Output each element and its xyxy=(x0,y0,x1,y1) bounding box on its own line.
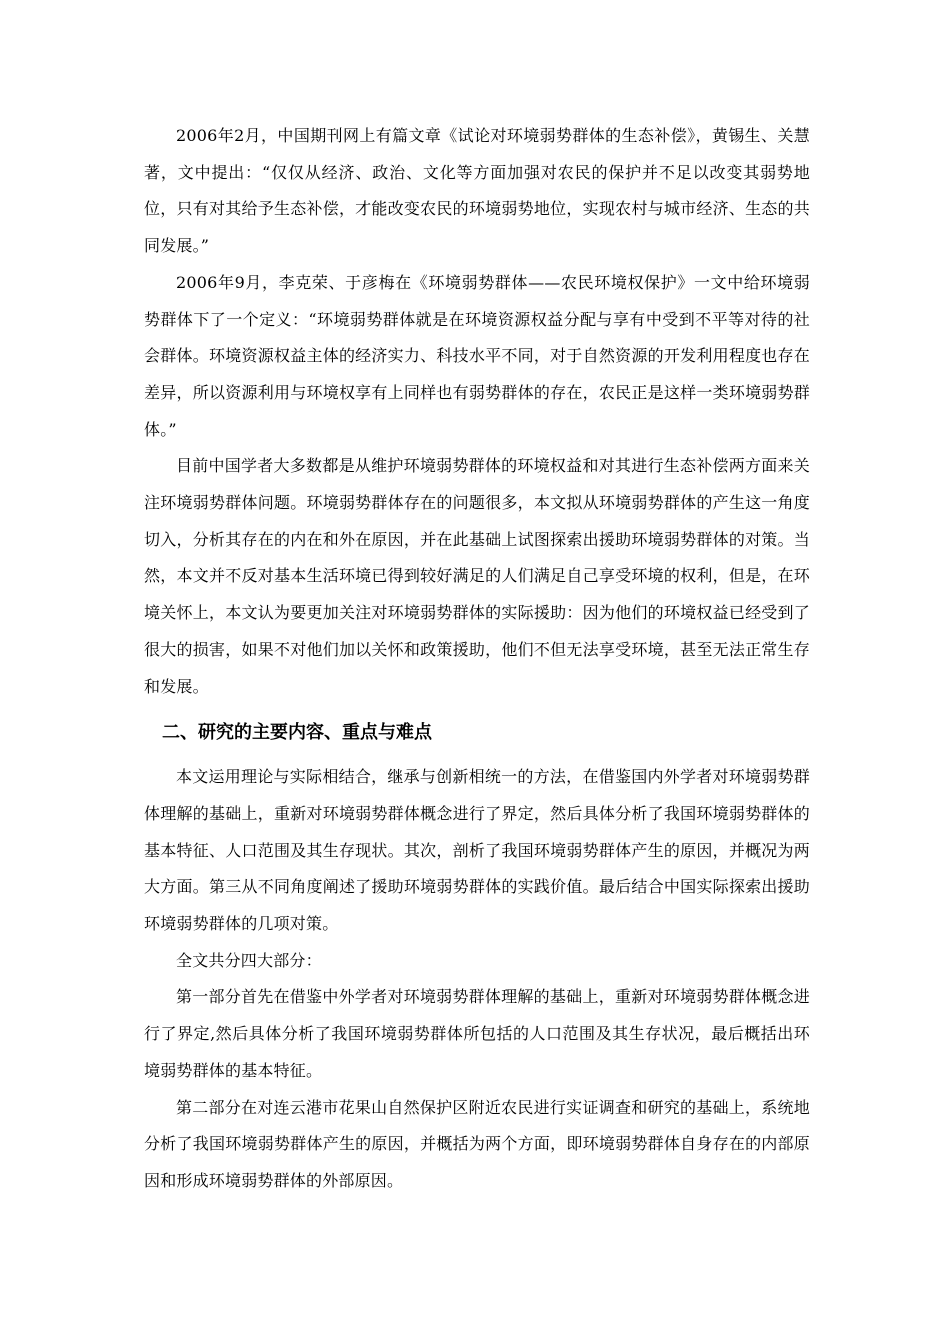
paragraph-2006-feb-article: 2006年2月，中国期刊网上有篇文章《试论对环境弱势群体的生态补偿》，黄锡生、关慧著，文中提出：“仅仅从经济、政治、文化等方面加强对农民的保护并不足以改变其弱势地位，只有对其给予生态补偿，才能改变农民的环境弱势地位，实现农村与城市经济、生态的共同发展。” xyxy=(144,126,810,256)
paragraph-methodology: 本文运用理论与实际相结合，继承与创新相统一的方法，在借鉴国内外学者对环境弱势群体理解的基础上，重新对环境弱势群体概念进行了界定，然后具体分析了我国环境弱势群体的基本特征、人口范围及其生存现状。其次，剖析了我国环境弱势群体产生的原因，并概况为两大方面。第三从不同角度阐述了援助环境弱势群体的实践价值。最后结合中国实际探索出援助环境弱势群体的几项对策。 xyxy=(144,767,810,934)
paragraph-part-two: 第二部分在对连云港市花果山自然保护区附近农民进行实证调查和研究的基础上，系统地分析了我国环境弱势群体产生的原因，并概括为两个方面，即环境弱势群体自身存在的内部原因和形成环境弱势群体的外部原因。 xyxy=(144,1097,810,1190)
section-heading: 二、研究的主要内容、重点与难点 xyxy=(162,722,432,744)
paragraph-part-one: 第一部分首先在借鉴中外学者对环境弱势群体理解的基础上，重新对环境弱势群体概念进行了界定,然后具体分析了我国环境弱势群体所包括的人口范围及其生存状况，最后概括出环境弱势群体的基本特征。 xyxy=(144,987,810,1080)
paragraph-structure-intro: 全文共分四大部分： xyxy=(176,950,322,970)
paragraph-current-research: 目前中国学者大多数都是从维护环境弱势群体的环境权益和对其进行生态补偿两方面来关注环境弱势群体问题。环境弱势群体存在的问题很多，本文拟从环境弱势群体的产生这一角度切入，分析其存在的内在和外在原因，并在此基础上试图探索出援助环境弱势群体的对策。当然，本文并不反对基本生活环境已得到较好满足的人们满足自己享受环境的权利，但是，在环境关怀上，本文认为要更加关注对环境弱势群体的实际援助：因为他们的环境权益已经受到了很大的损害，如果不对他们加以关怀和政策援助，他们不但无法享受环境，甚至无法正常生存和发展。 xyxy=(144,456,810,696)
paragraph-2006-sep-definition: 2006年9月，李克荣、于彦梅在《环境弱势群体——农民环境权保护》一文中给环境弱势群体下了一个定义：“环境弱势群体就是在环境资源权益分配与享有中受到不平等对待的社会群体。环境资源权益主体的经济实力、科技水平不同，对于自然资源的开发利用程度也存在差异，所以资源利用与环境权享有上同样也有弱势群体的存在，农民正是这样一类环境弱势群体。” xyxy=(144,272,810,439)
document-body xyxy=(144,118,810,1200)
